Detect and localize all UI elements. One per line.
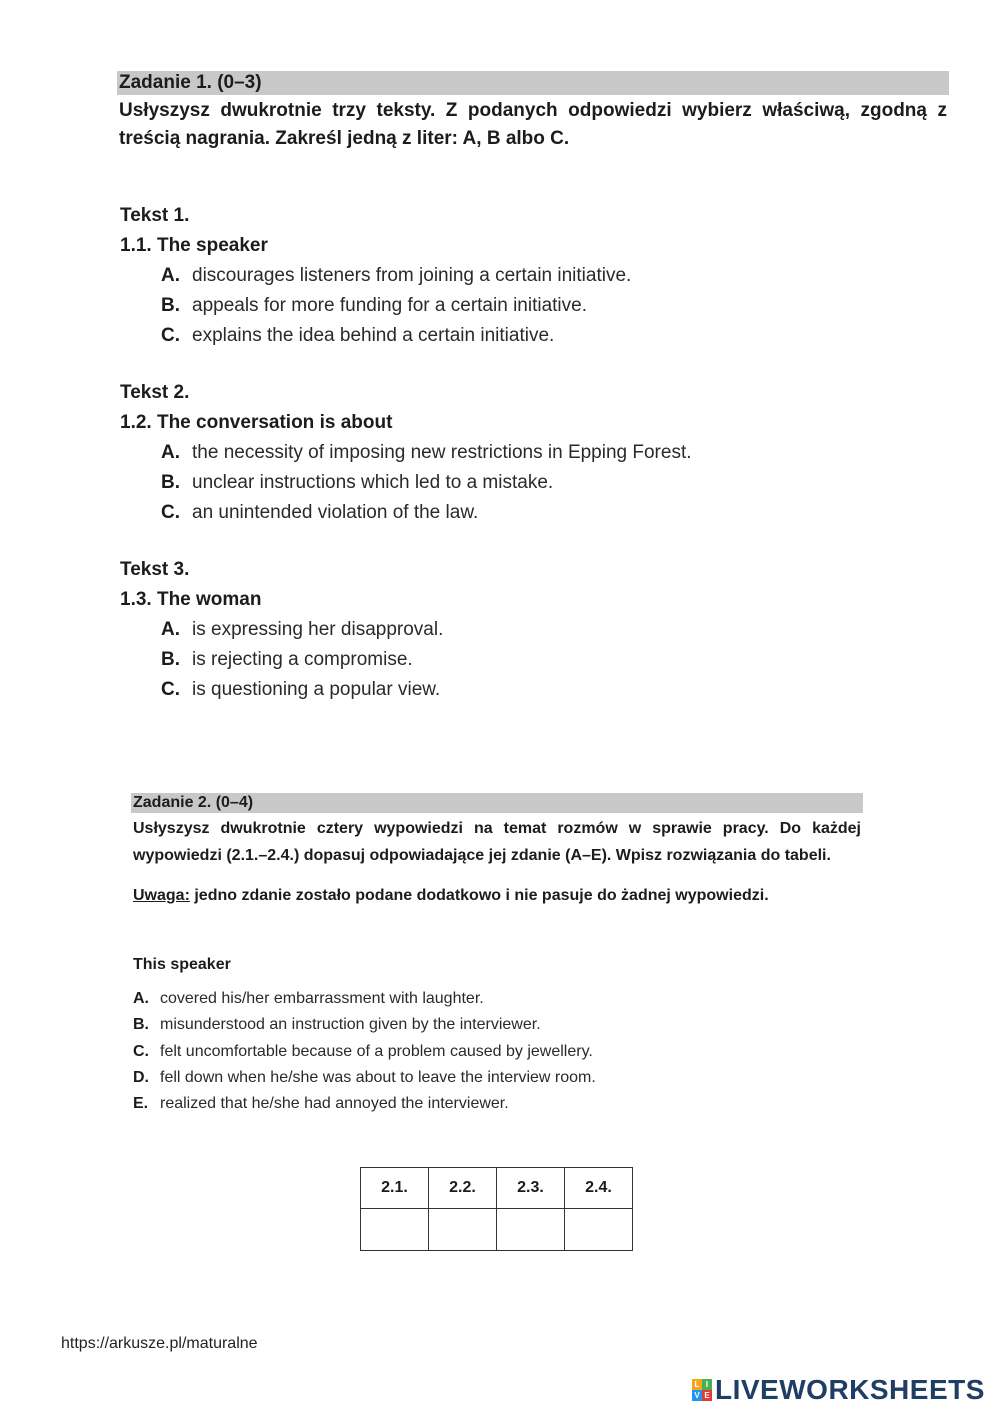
note-text: jedno zdanie zostało podane dodatkowo i nie pasuje do żadnej wypowiedzi. bbox=[189, 887, 769, 904]
answer-table bbox=[360, 1167, 633, 1251]
note-label: Uwaga: bbox=[133, 887, 190, 904]
logo-letter-i: I bbox=[702, 1379, 712, 1390]
option-1-3-a[interactable] bbox=[161, 619, 443, 641]
option-letter: A. bbox=[133, 990, 149, 1007]
logo-letter-v: V bbox=[692, 1390, 702, 1401]
option-2-b bbox=[133, 1016, 541, 1034]
option-text: covered his/her embarrassment with laughter. bbox=[160, 990, 484, 1007]
text2-label: Tekst 2. bbox=[120, 382, 190, 403]
answer-table-input-row bbox=[361, 1209, 633, 1251]
option-text: is questioning a popular view. bbox=[192, 679, 441, 700]
answer-header-2-1: 2.1. bbox=[361, 1168, 429, 1209]
answer-header-2-3: 2.3. bbox=[497, 1168, 565, 1209]
option-text: discourages listeners from joining a certain initiative. bbox=[192, 265, 632, 286]
option-letter: B. bbox=[133, 1016, 149, 1033]
option-letter: D. bbox=[133, 1069, 149, 1086]
option-letter: A. bbox=[161, 265, 180, 286]
logo-letter-e: E bbox=[702, 1390, 712, 1401]
option-1-2-b[interactable] bbox=[161, 472, 553, 494]
option-letter: B. bbox=[161, 295, 180, 316]
option-text: explains the idea behind a certain initiative. bbox=[192, 325, 555, 346]
option-letter: B. bbox=[161, 472, 180, 493]
option-text: the necessity of imposing new restrictions in Epping Forest. bbox=[192, 442, 692, 463]
task2-heading: Zadanie 2. (0–4) bbox=[131, 793, 863, 813]
option-1-2-c[interactable] bbox=[161, 502, 478, 524]
option-2-e bbox=[133, 1095, 509, 1113]
answer-cell-2-3[interactable] bbox=[497, 1209, 565, 1251]
answer-cell-2-1[interactable] bbox=[361, 1209, 429, 1251]
option-1-3-c[interactable] bbox=[161, 679, 440, 701]
source-url: https://arkusze.pl/maturalne bbox=[61, 1335, 258, 1352]
option-2-d bbox=[133, 1069, 596, 1087]
option-letter: C. bbox=[133, 1043, 149, 1060]
option-text: realized that he/she had annoyed the interviewer. bbox=[160, 1095, 509, 1112]
question-1-3: 1.3. The woman bbox=[120, 589, 262, 610]
option-1-1-b[interactable] bbox=[161, 295, 587, 317]
option-text: misunderstood an instruction given by the interviewer. bbox=[160, 1016, 541, 1033]
question-1-2: 1.2. The conversation is about bbox=[120, 412, 393, 433]
option-1-2-a[interactable] bbox=[161, 442, 692, 464]
option-1-3-b[interactable] bbox=[161, 649, 413, 671]
answer-cell-2-2[interactable] bbox=[429, 1209, 497, 1251]
option-letter: A. bbox=[161, 619, 180, 640]
option-letter: A. bbox=[161, 442, 180, 463]
task1-instruction: Usłyszysz dwukrotnie trzy teksty. Z podanych odpowiedzi wybierz właściwą, zgodną z treścią nagrania. Zakreśl jedną z liter: A, B albo C. bbox=[119, 100, 947, 149]
task1-heading: Zadanie 1. (0–3) bbox=[117, 71, 949, 95]
task2-subheading: This speaker bbox=[133, 956, 231, 973]
answer-header-2-4: 2.4. bbox=[565, 1168, 633, 1209]
option-2-c bbox=[133, 1043, 593, 1061]
option-text: an unintended violation of the law. bbox=[192, 502, 479, 523]
task2-instruction: Usłyszysz dwukrotnie cztery wypowiedzi na temat rozmów w sprawie pracy. Do każdej wypowiedzi (2.1.–2.4.) dopasuj odpowiadające jej zdanie (A–E). Wpisz rozwiązania do tabeli. bbox=[133, 820, 861, 864]
option-letter: C. bbox=[161, 502, 180, 523]
answer-cell-2-4[interactable] bbox=[565, 1209, 633, 1251]
option-letter: B. bbox=[161, 649, 180, 670]
option-1-1-a[interactable] bbox=[161, 265, 631, 287]
answer-table-header-row bbox=[361, 1168, 633, 1209]
liveworksheets-logo-icon bbox=[692, 1379, 712, 1401]
text3-label: Tekst 3. bbox=[120, 559, 190, 580]
option-letter: E. bbox=[133, 1095, 149, 1112]
option-text: unclear instructions which led to a mistake. bbox=[192, 472, 554, 493]
question-1-1: 1.1. The speaker bbox=[120, 235, 268, 256]
option-text: fell down when he/she was about to leave the interview room. bbox=[160, 1069, 596, 1086]
option-text: appeals for more funding for a certain initiative. bbox=[192, 295, 587, 316]
logo-letter-l: L bbox=[692, 1379, 702, 1390]
option-letter: C. bbox=[161, 679, 180, 700]
brand-wordmark: LIVEWORKSHEETS bbox=[715, 1374, 985, 1405]
answer-header-2-2: 2.2. bbox=[429, 1168, 497, 1209]
text1-label: Tekst 1. bbox=[120, 205, 190, 226]
option-text: felt uncomfortable because of a problem caused by jewellery. bbox=[160, 1043, 593, 1060]
option-text: is rejecting a compromise. bbox=[192, 649, 413, 670]
option-text: is expressing her disapproval. bbox=[192, 619, 444, 640]
liveworksheets-brand bbox=[692, 1374, 985, 1406]
option-2-a bbox=[133, 990, 484, 1008]
option-1-1-c[interactable] bbox=[161, 325, 554, 347]
task2-note bbox=[133, 884, 861, 908]
option-letter: C. bbox=[161, 325, 180, 346]
